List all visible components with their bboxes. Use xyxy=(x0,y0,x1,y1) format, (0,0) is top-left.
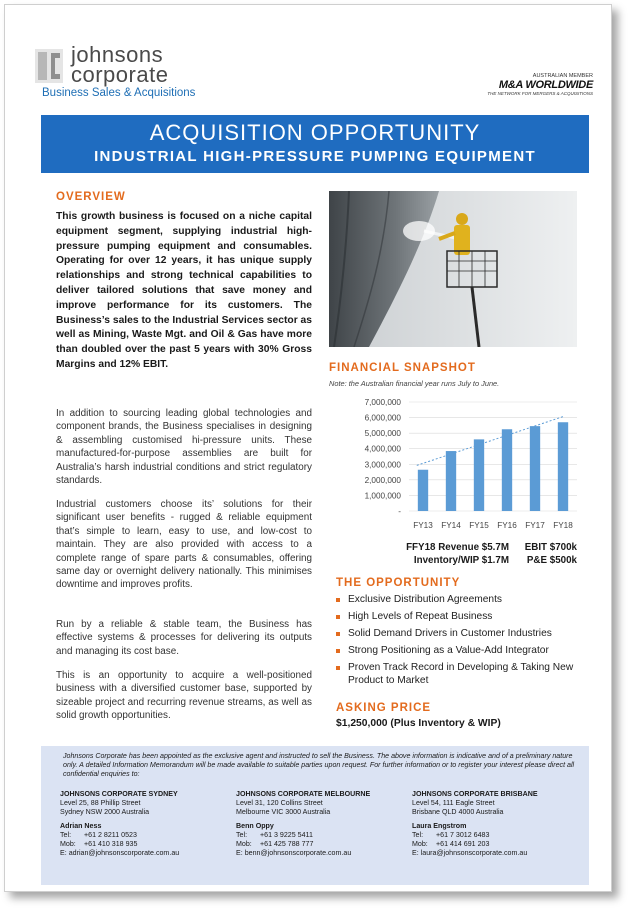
bar-fy13 xyxy=(418,470,428,511)
ebit-figure: EBIT $700k xyxy=(524,542,577,553)
company-logo-text xyxy=(71,42,169,87)
revenue-bar-chart xyxy=(321,390,585,542)
overview-heading: OVERVIEW xyxy=(56,191,126,203)
contact-email[interactable]: benn@johnsonscorporate.com.au xyxy=(244,849,352,858)
contact-name: Adrian Ness xyxy=(60,821,102,830)
x-tick-label: FY16 xyxy=(497,521,517,530)
contact-mobile[interactable]: +61 414 691 203 xyxy=(435,840,490,849)
y-tick-label: 4,000,000 xyxy=(364,444,401,454)
contact-mobile[interactable]: +61 410 318 935 xyxy=(83,840,138,849)
y-tick-label: 3,000,000 xyxy=(364,460,401,470)
x-tick-label: FY15 xyxy=(469,521,489,530)
bullet-icon xyxy=(336,632,340,636)
list-item-text: Proven Track Record in Developing & Taking New Product to Market xyxy=(348,662,574,686)
bar-fy15 xyxy=(474,439,484,511)
title-banner xyxy=(41,115,589,173)
bar-fy16 xyxy=(502,429,512,511)
contact-tel[interactable]: +61 2 8211 0523 xyxy=(83,830,137,839)
pe-figure: P&E $500k xyxy=(526,555,577,566)
contact-email[interactable]: laura@johnsonscorporate.com.au xyxy=(420,849,528,858)
office-address-2: Brisbane QLD 4000 Australia xyxy=(412,808,504,817)
contact-tel[interactable]: +61 7 3012 6483 xyxy=(435,830,490,839)
y-tick-label: - xyxy=(398,507,401,516)
opportunity-heading: THE OPPORTUNITY xyxy=(336,577,461,589)
bullet-icon xyxy=(336,649,340,653)
bullet-icon xyxy=(336,666,340,670)
tel-label: Tel: xyxy=(236,830,248,839)
overview-lead-paragraph: This growth business is focused on a niche capital equipment segment, supplying industrial high-pressure pumping equipment and consumables. Operating for over 12 years, it has unique supply relationships and strong technical capabilities to deliver tailored solutions that save money and improve performance for its customers. The Business’s sales to the Industrial Services sector as well as Mining, Waste Mgt. and Oil & Gas have more than doubled over the past 5 years with 30% Gross Margins and 12% EBIT. xyxy=(56,211,313,370)
overview-paragraph-2: Industrial customers choose its’ solutions for their significant user benefits - rugged & reliable equipment that’s simple to learn, easy to use, and low-cost to maintain. They are also provided with access to a complete range of spare parts & consumables, offering same day or overnight delivery nationally. This minimises downtime and improves profits. xyxy=(56,499,312,591)
list-item xyxy=(336,645,586,658)
contact-mobile[interactable]: +61 425 788 777 xyxy=(259,840,314,849)
list-item-text: High Levels of Repeat Business xyxy=(348,611,493,622)
contact-tel[interactable]: +61 3 9225 5411 xyxy=(259,830,313,839)
mna-worldwide-logo: M&A WORLDWIDE xyxy=(498,79,593,91)
mna-worldwide-badge xyxy=(463,73,593,96)
y-tick-label: 2,000,000 xyxy=(364,475,401,485)
email-label: E: xyxy=(236,849,243,858)
bullet-icon xyxy=(336,598,340,602)
x-tick-label: FY14 xyxy=(441,521,461,530)
office-title: JOHNSONS CORPORATE MELBOURNE xyxy=(236,790,371,798)
email-label: E: xyxy=(60,849,67,858)
banner-title: ACQUISITION OPPORTUNITY xyxy=(149,120,481,145)
logo-line-1: johnsons xyxy=(71,42,164,67)
bar-fy18 xyxy=(558,422,568,511)
revenue-figure: FFY18 Revenue $5.7M xyxy=(406,542,509,553)
mna-member-label: AUSTRALIAN MEMBER xyxy=(532,73,593,79)
office-address-1: Level 31, 120 Collins Street xyxy=(236,799,323,808)
y-tick-label: 7,000,000 xyxy=(364,398,401,407)
email-label: E: xyxy=(412,849,419,858)
banner-subtitle: INDUSTRIAL HIGH-PRESSURE PUMPING EQUIPMENT xyxy=(94,148,536,165)
y-tick-label: 6,000,000 xyxy=(364,413,401,423)
mob-label: Mob: xyxy=(60,840,76,849)
list-item xyxy=(336,594,586,607)
mna-network-tagline: THE NETWORK FOR MERGERS & ACQUISITIONS xyxy=(487,91,593,96)
office-address-2: Sydney NSW 2000 Australia xyxy=(60,808,150,817)
office-address-1: Level 54, 111 Eagle Street xyxy=(412,799,495,808)
opportunity-list xyxy=(336,594,586,692)
office-brisbane xyxy=(412,790,572,858)
flyer-page xyxy=(4,4,612,892)
overview-paragraph-1: In addition to sourcing leading global technologies and component brands, the Business specialises in designing & assembling customised hi-pressure units. These manufactured-for-purpose assemblies are built for Australia’s harsh industrial conditions and strict regulatory standards. xyxy=(56,408,312,487)
contact-email[interactable]: adrian@johnsonscorporate.com.au xyxy=(68,849,180,858)
contact-name: Benn Oppy xyxy=(236,821,274,830)
financial-snapshot-heading: FINANCIAL SNAPSHOT xyxy=(329,362,476,374)
bar-fy14 xyxy=(446,451,456,511)
overview-paragraph-4: This is an opportunity to acquire a well-positioned business with a diversified customer base, supported by sizeable project and recurring revenue streams, as well as solid growth opportunities. xyxy=(56,670,312,722)
bullet-icon xyxy=(336,615,340,619)
list-item xyxy=(336,628,586,641)
mob-label: Mob: xyxy=(236,840,252,849)
office-address-1: Level 25, 88 Phillip Street xyxy=(60,799,141,808)
johnsons-logo-mark xyxy=(35,49,63,83)
tel-label: Tel: xyxy=(412,830,424,839)
revenue-trendline xyxy=(417,417,563,466)
tel-label: Tel: xyxy=(60,830,72,839)
list-item-text: Exclusive Distribution Agreements xyxy=(348,594,503,605)
office-title: JOHNSONS CORPORATE BRISBANE xyxy=(412,790,538,798)
overview-paragraph-3: Run by a reliable & stable team, the Business has effective systems & processes for delivering its outputs and managing its cost base. xyxy=(56,619,312,657)
list-item xyxy=(336,662,586,687)
financial-year-note: Note: the Australian financial year runs July to June. xyxy=(329,379,500,388)
x-tick-label: FY13 xyxy=(413,521,433,530)
asking-price-value: $1,250,000 (Plus Inventory & WIP) xyxy=(336,718,501,729)
asking-price-heading: ASKING PRICE xyxy=(336,702,432,714)
list-item-text: Strong Positioning as a Value-Add Integrator xyxy=(348,645,549,656)
list-item xyxy=(336,611,586,624)
company-tagline: Business Sales & Acquisitions xyxy=(42,87,196,99)
office-sydney xyxy=(60,790,220,858)
x-tick-label: FY17 xyxy=(525,521,545,530)
logo-line-2: corporate xyxy=(71,62,169,87)
x-tick-label: FY18 xyxy=(553,521,573,530)
list-item-text: Solid Demand Drivers in Customer Industries xyxy=(348,628,552,639)
office-title: JOHNSONS CORPORATE SYDNEY xyxy=(60,790,178,798)
y-tick-label: 1,000,000 xyxy=(364,491,401,501)
contact-name: Laura Engstrom xyxy=(412,821,467,830)
footer-disclaimer: Johnsons Corporate has been appointed as the exclusive agent and instructed to sell the Business. The above information is indicative and of a preliminary nature only. A detailed Information Memorandum will be made available to suitable parties upon request. For further information or to register your interest please direct all confidential enquiries to: xyxy=(63,752,575,778)
y-tick-label: 5,000,000 xyxy=(364,429,401,439)
pressure-washing-photo xyxy=(329,191,577,347)
office-address-2: Melbourne VIC 3000 Australia xyxy=(236,808,331,817)
bar-fy17 xyxy=(530,426,540,511)
inventory-figure: Inventory/WIP $1.7M xyxy=(413,555,509,566)
mob-label: Mob: xyxy=(412,840,428,849)
office-melbourne xyxy=(236,790,396,858)
